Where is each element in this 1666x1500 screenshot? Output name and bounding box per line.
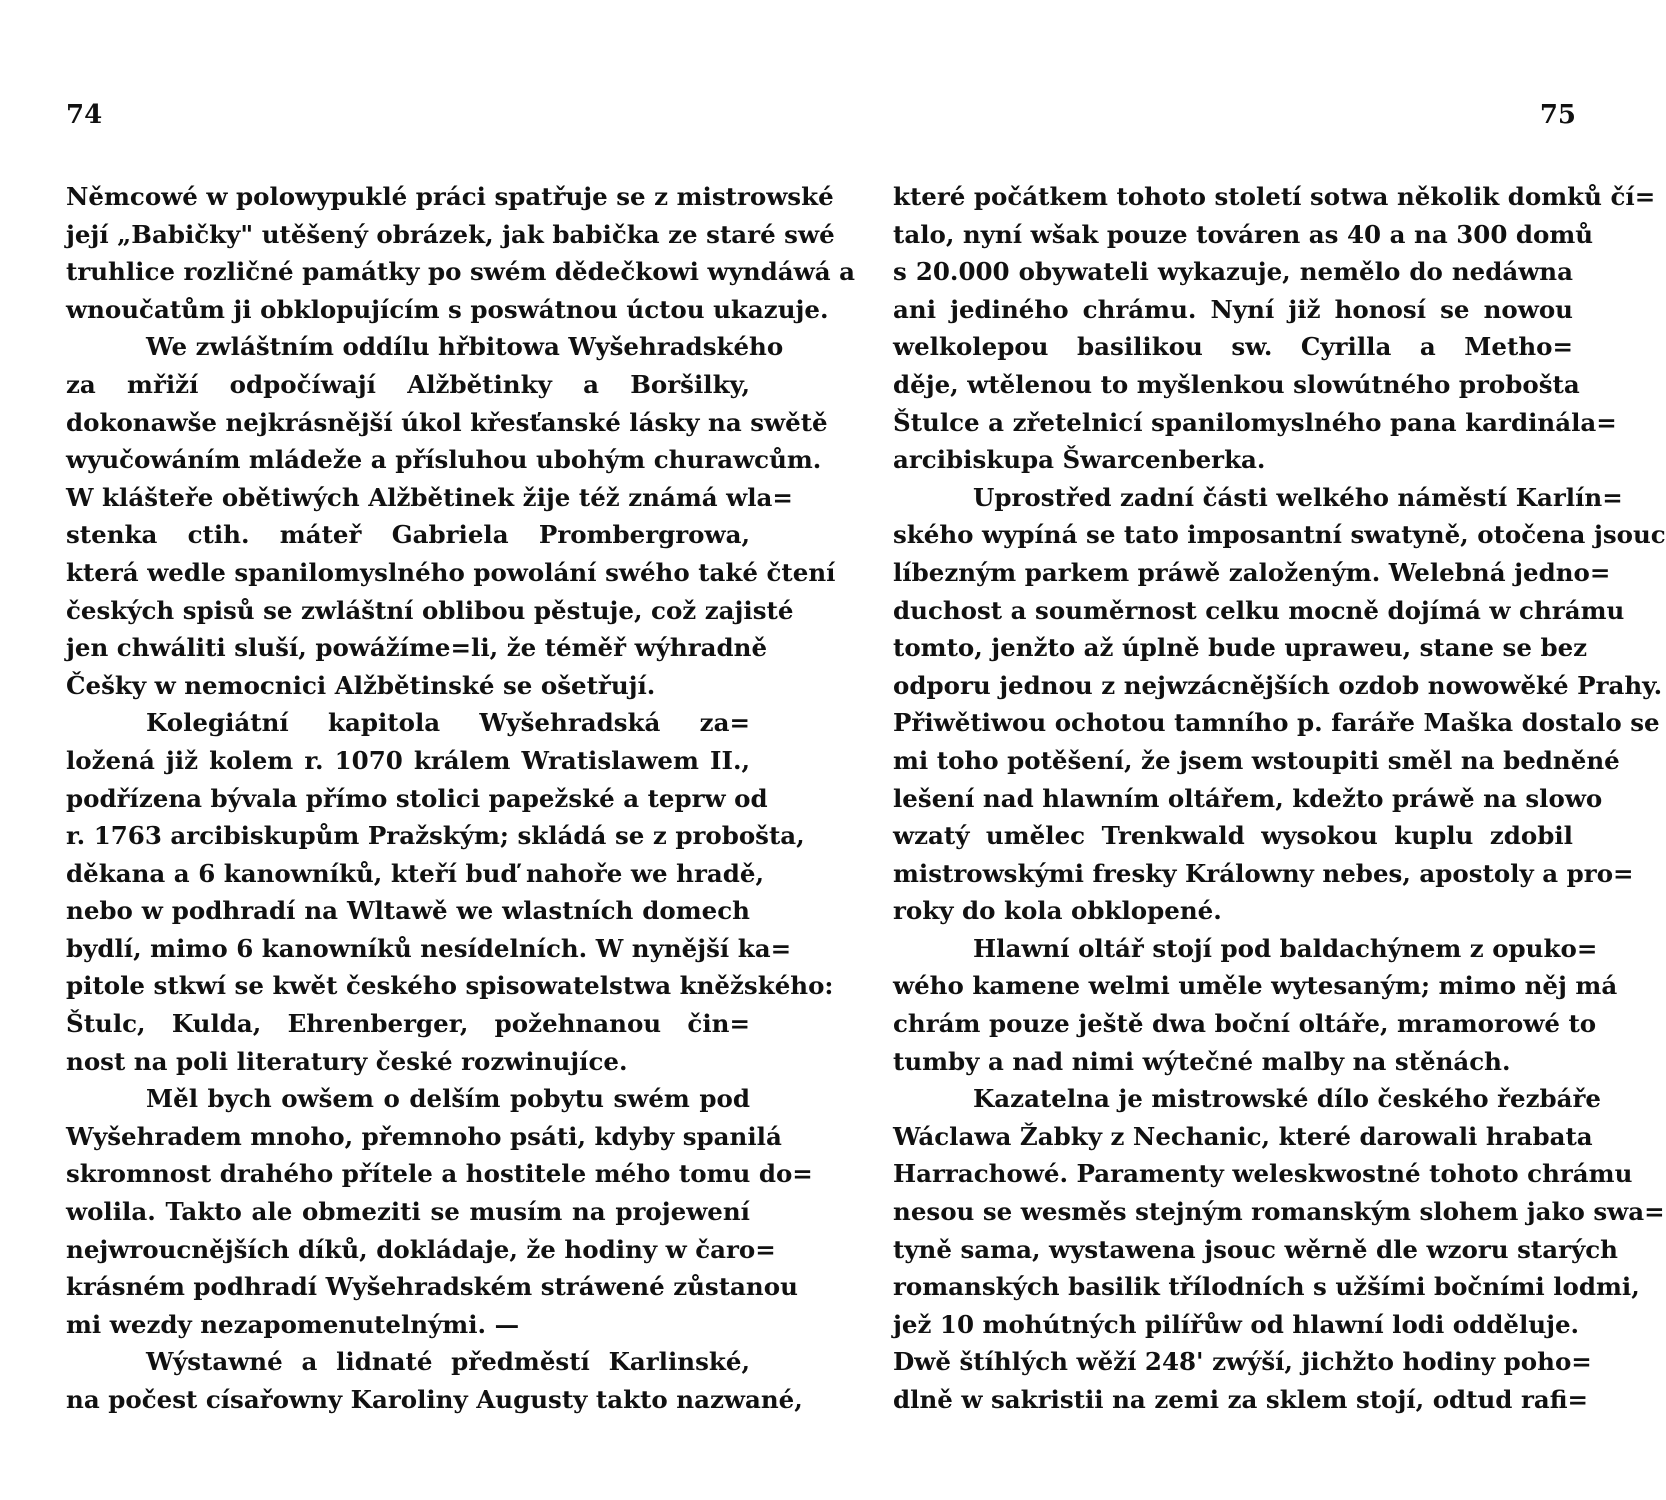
text-line: Němcowé w polowypuklé práci spatřuje se z mistrowské [66, 182, 834, 211]
text-line: mi wezdy nezapomenutelnými. — [66, 1309, 520, 1339]
text-line: wého kamene welmi uměle wytesaným; mimo něj má [893, 971, 1618, 1001]
text-line: českých spisů se zwláštní oblibou pěstuje, což zajisté [66, 595, 794, 625]
text-line: děkana a 6 kanowníků, kteří buď nahoře we hradě, [66, 858, 764, 888]
text-line: wyučowáním mládeže a přísluhou ubohým churawcům. [66, 445, 822, 475]
text-line: mistrowskými fresky Králowny nebes, apostoly a pro= [893, 858, 1634, 888]
text-line: Wýstawné a lidnaté předměstí Karlinské, [146, 1347, 750, 1377]
text-column [893, 178, 1666, 1419]
text-line: s 20.000 obywateli wykazuje, nemělo do nedáwna [893, 257, 1573, 287]
text-line: její „Babičky" utěšený obrázek, jak babička ze staré swé [66, 219, 835, 249]
text-line: na počest císařowny Karoliny Augusty takto nazwané, [66, 1385, 803, 1414]
text-line: skromnost drahého přítele a hostitele mého tomu do= [66, 1159, 813, 1189]
text-line: Wyšehradem mnoho, přemnoho psáti, kdyby spanilá [66, 1121, 782, 1151]
text-line: líbezným parkem práwě založeným. Welebná jedno= [893, 557, 1611, 587]
text-line: Měl bych owšem o delším pobytu swém pod [146, 1084, 750, 1114]
text-line: Harrachowé. Paramenty weleskwostné tohoto chrámu [893, 1159, 1633, 1189]
text-line: Dwě štíhlých wěží 248' zwýší, jichžto hodiny poho= [893, 1347, 1592, 1377]
text-line: děje, wtělenou to myšlenkou slowútného probošta [893, 369, 1580, 399]
text-line: pitole stkwí se kwět českého spisowatelstwa kněžského: [66, 971, 834, 1001]
text-line: krásném podhradí Wyšehradském stráwené zůstanou [66, 1272, 798, 1302]
text-line: jež 10 mohútných pilířůw od hlawní lodi odděluje. [893, 1309, 1580, 1339]
text-line: roky do kola obklopené. [893, 896, 1222, 926]
text-line: r. 1763 arcibiskupům Pražským; skládá se z probošta, [66, 821, 805, 851]
text-line: za mřiží odpočíwají Alžbětinky a Boršilky, [66, 369, 750, 399]
text-column [66, 178, 856, 1419]
text-line: bydlí, mimo 6 kanowníků nesídelních. W nynější ka= [66, 933, 792, 963]
text-line: truhlice rozličné památky po swém dědečkowi wyndáwá a [66, 257, 856, 287]
text-line: podřízena bývala přímo stolici papežské a teprw od [66, 783, 768, 813]
text-line: které počátkem tohoto století sotwa několik domků čí= [893, 182, 1656, 211]
text-line: odporu jednou z nejwzácnějších ozdob nowowěké Prahy. [893, 670, 1663, 700]
text-line: Přiwětiwou ochotou tamního p. faráře Maška dostalo se [893, 708, 1660, 738]
text-line: Kolegiátní kapitola Wyšehradská za= [146, 708, 750, 738]
text-line: nebo w podhradí na Wltawě we wlastních domech [66, 896, 750, 926]
text-line: chrám pouze ještě dwa boční oltáře, mramorowé to [893, 1009, 1597, 1039]
right-page [823, 0, 1666, 1500]
text-line: Štulce a zřetelnicí spanilomyslného pana kardinála= [893, 407, 1617, 437]
text-line: Češky w nemocnici Alžbětinské se ošetřují. [66, 670, 656, 700]
text-line: tumby a nad nimi wýtečné malby na stěnách. [893, 1046, 1511, 1076]
text-line: nejwroucnějších díků, dokládaje, že hodiny w čaro= [66, 1234, 776, 1264]
text-line: nost na poli literatury české rozwinujíce. [66, 1046, 628, 1076]
text-line: romanských basilik třílodních s užšími bočními lodmi, [893, 1272, 1640, 1302]
text-line: wnoučatům ji obklopujícím s poswátnou úctou ukazuje. [66, 294, 829, 324]
text-line: talo, nyní wšak pouze továren as 40 a na 300 domů [893, 219, 1594, 249]
text-line: tyně sama, wystawena jsouc wěrně dle wzoru starých [893, 1234, 1618, 1264]
text-line: Hlawní oltář stojí pod baldachýnem z opuko= [973, 933, 1598, 963]
text-line: lešení nad hlawním oltářem, kdežto práwě na slowo [893, 783, 1603, 813]
text-line: duchost a souměrnost celku mocně dojímá w chrámu [893, 595, 1625, 625]
text-line: mi toho potěšení, že jsem wstoupiti směl na bedněné [893, 745, 1620, 775]
text-line: jen chwáliti sluší, powážíme=li, že téměř wýhradně [66, 633, 768, 663]
text-line: dokonawše nejkrásnější úkol křesťanské lásky na swětě [66, 407, 828, 437]
text-line: arcibiskupa Šwarcenberka. [893, 445, 1266, 475]
text-line: Uprostřed zadní části welkého náměstí Karlín= [973, 482, 1623, 512]
text-line: wolila. Takto ale obmeziti se musím na projewení [66, 1197, 750, 1227]
text-line: ložená již kolem r. 1070 králem Wratislawem II., [66, 745, 750, 775]
page-number: 75 [1539, 100, 1576, 130]
text-line: která wedle spanilomyslného powolání swého také čtení [66, 557, 836, 587]
text-line: ani jediného chrámu. Nyní již honosí se nowou [893, 294, 1573, 324]
text-line: Wáclawa Žabky z Nechanic, které darowali hrabata [893, 1121, 1593, 1151]
text-line: ského wypíná se tato imposantní swatyně, otočena jsouc [893, 520, 1666, 550]
text-line: nesou se wesměs stejným romanským slohem jako swa= [893, 1197, 1665, 1227]
text-line: Kazatelna je mistrowské dílo českého řezbáře [973, 1084, 1602, 1114]
text-line: tomto, jenžto až úplně bude upraweu, stane se bez [893, 633, 1588, 663]
page-number: 74 [66, 100, 103, 130]
text-line: We zwláštním oddílu hřbitowa Wyšehradského [146, 332, 784, 362]
text-line: Štulc, Kulda, Ehrenberger, požehnanou čin= [66, 1009, 750, 1039]
text-line: stenka ctih. máteř Gabriela Prombergrowa, [66, 520, 750, 550]
text-line: dlně w sakristii na zemi za sklem stojí, odtud rafi= [893, 1385, 1589, 1414]
text-line: W klášteře obětiwých Alžbětinek žije též známá wla= [66, 482, 793, 512]
text-line: wzatý umělec Trenkwald wysokou kuplu zdobil [893, 821, 1573, 851]
text-line: welkolepou basilikou sw. Cyrilla a Metho= [893, 332, 1573, 362]
